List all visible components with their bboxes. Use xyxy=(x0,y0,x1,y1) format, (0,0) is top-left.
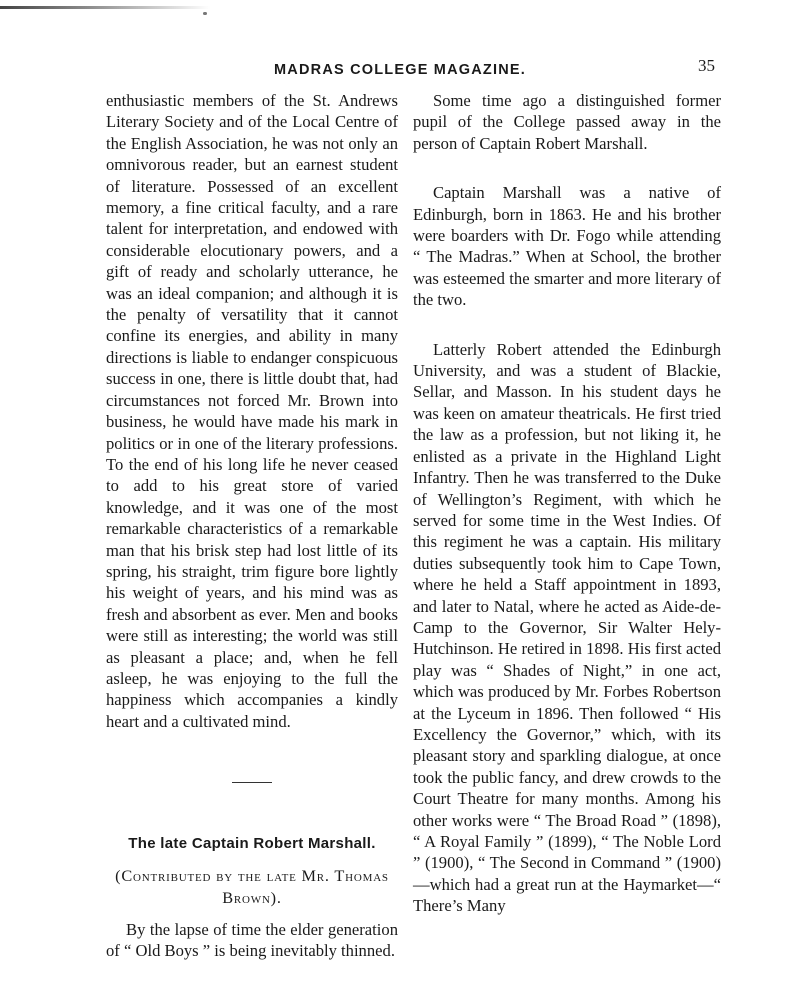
continued-paragraph: enthusiastic members of the St. Andrews Literary Society and of the Local Centre of the English Association, he was not only an omnivorous reader, but an earnest student of literature. Possessed of an excellent memory, a fine critical faculty, and a rare talent for interpretation, and endowed with considerable elocutionary powers, and a gift of ready and scholarly utterance, he was an ideal companion; and although it is the penalty of versatility that it cannot confine its energies, and ability in many directions is liable to endanger conspicuous success in one, there is little doubt that, had circumstances not forced Mr. Brown into business, he would have made his mark in politics or in one of the literary professions. To the end of his long life he never ceased to add to his great store of varied knowledge, and it was one of the most remarkable characteristics of a remarkable man that his brisk step had lost little of its spring, his straight, trim figure bore lightly his weight of years, and his mind was as fresh and absorbent as ever. Men and books were still as interesting; the world was still as pleasant a place; and, when he fell asleep, he was enjoying to the full the happiness which accompanies a kindly heart and a cultivated mind. xyxy=(106,91,398,731)
paragraph: Captain Marshall was a native of Edinburgh, born in 1863. He and his brother were boarders with Dr. Fogo while attending “ The Madras.” When at School, the brother was esteemed the smarter and more literary of the two. xyxy=(413,183,721,310)
section-divider xyxy=(232,782,272,783)
scan-edge-mark xyxy=(0,6,210,9)
opening-paragraph: By the lapse of time the elder generation of “ Old Boys ” is being inevitably thinned. xyxy=(106,919,398,960)
paragraph: Some time ago a distinguished former pupil of the College passed away in the person of Captain Robert Marshall. xyxy=(413,91,721,153)
right-column xyxy=(413,90,721,917)
left-column xyxy=(106,90,398,961)
page-number: 35 xyxy=(698,56,715,75)
paragraph: Latterly Robert attended the Edinburgh University, and was a student of Blackie, Sellar, and Masson. In his student days he was keen on amateur theatricals. He first tried the law as a profession, but not liking it, he enlisted as a private in the Highland Light Infantry. Then he was transferred to the Duke of Wellington’s Regiment, with which he served for some time in the West Indies. Of this regiment he was a captain. His military duties subsequently took him to Cape Town, where he held a Staff appointment in 1893, and later to Natal, where he acted as Aide-de-Camp to the Governor, Sir Walter Hely-Hutchinson. He retired in 1898. His first acted play was “ Shades of Night,” in one act, which was produced by Mr. Forbes Robertson at the Lyceum in 1896. Then followed “ His Excellency the Governor,” which, with its pleasant story and sparkling dialogue, at once took the public fancy, and drew crowds to the Court Theatre for many months. Among his other works were “ The Broad Road ” (1898), “ A Royal Family ” (1899), “ The Noble Lord ” (1900), “ The Second in Command ” (1900)—which had a great run at the Haymarket—“ There’s Many xyxy=(413,339,721,916)
byline: (Contributed by the late Mr. Thomas Brown). xyxy=(115,865,389,907)
article-title: The late Captain Robert Marshall. xyxy=(128,835,376,853)
scan-speck xyxy=(203,12,207,15)
running-title: MADRAS COLLEGE MAGAZINE. xyxy=(274,62,526,78)
